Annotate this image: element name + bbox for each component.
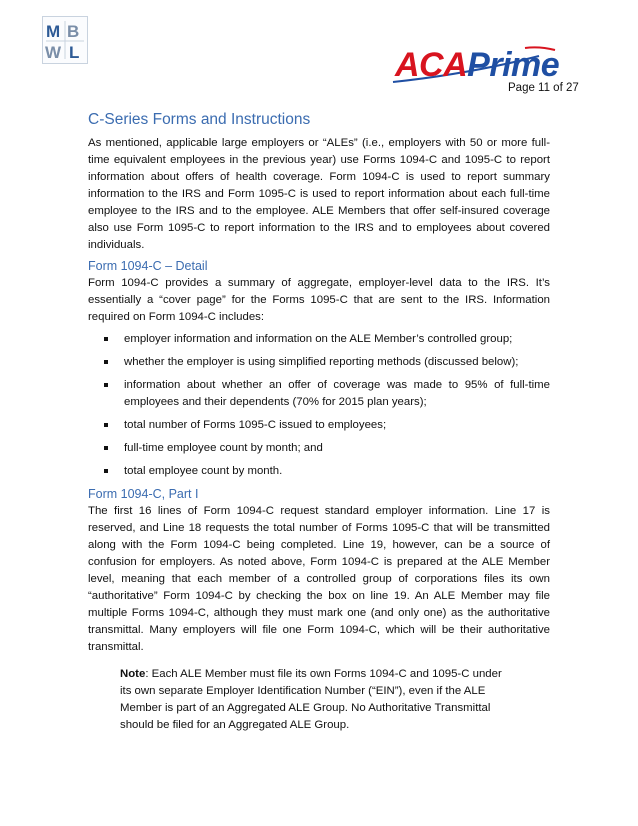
- list-item: [88, 463, 550, 480]
- list-item-text: whether the employer is using simplified reporting methods (discussed below);: [124, 356, 519, 368]
- list-item-text: total number of Forms 1095-C issued to employees;: [124, 419, 387, 431]
- list-item: [88, 377, 550, 411]
- logo-letter-m: M: [46, 22, 61, 41]
- note-text: : Each ALE Member must file its own Forms 1094-C and 1095-C under its own separate Employer Identification Number (“EIN”), even if the ALE Member is part of an Aggregated ALE Group. No Authoritative Transmittal should be filed for an Aggregated ALE Group.: [120, 668, 502, 731]
- list-item: [88, 440, 550, 457]
- acaprime-wordmark: [395, 46, 559, 84]
- intro-paragraph: As mentioned, applicable large employers or “ALEs” (i.e., employers with 50 or more full-time equivalent employees in the previous year) use Forms 1094-C and 1095-C to report information about offers of health coverage. Form 1094-C is used to report summary information to the IRS and Form 1095-C is used to report information about each full-time employee to the IRS and to the employee. ALE Members that offer self-insured coverage also use Form 1095-C to report information to the IRS and to employees about covered individuals.: [88, 137, 550, 251]
- note-block: [120, 666, 508, 734]
- list-item-text: employer information and information on the ALE Member’s controlled group;: [124, 333, 513, 345]
- bullet-icon: [104, 469, 108, 473]
- detail-paragraph: Form 1094-C provides a summary of aggregate, employer-level data to the IRS. It’s essentially a “cover page” for the Forms 1095-C that are sent to the IRS. Information required on Form 1094-C includes:: [88, 277, 550, 323]
- list-item: [88, 354, 550, 371]
- section-title: C-Series Forms and Instructions: [88, 111, 311, 128]
- list-item-text: total employee count by month.: [124, 465, 283, 477]
- detail-heading: Form 1094-C – Detail: [88, 259, 208, 273]
- page-number: Page 11 of 27: [508, 82, 579, 94]
- list-item-text: information about whether an offer of coverage was made to 95% of full-time employees and their dependents (70% for 2015 plan years);: [124, 379, 550, 408]
- logo-prime: Prime: [467, 46, 560, 84]
- bullet-icon: [104, 446, 108, 450]
- logo-letter-b: B: [67, 22, 80, 41]
- part1-heading: Form 1094-C, Part I: [88, 487, 199, 501]
- logo-letter-l: L: [69, 43, 80, 62]
- list-item: [88, 417, 550, 434]
- logo-aca: ACA: [395, 46, 468, 84]
- acaprime-logo: [389, 44, 559, 86]
- bullet-icon: [104, 360, 108, 364]
- part1-paragraph: The first 16 lines of Form 1094-C request standard employer information. Line 17 is reserved, and Line 18 requests the total number of Forms 1095-C that will be transmitted along with the Form 1094-C being completed. Line 19, however, can be a source of confusion for employers. As noted above, Form 1094-C is prepared at the ALE Member level, meaning that each member of a controlled group of corporations files its own “authoritative” Form 1094-C by checking the box on line 19. An ALE Member may file multiple Forms 1094-C, although they must mark one (and only one) as the authoritative transmittal. Many employers will file one Form 1094-C, which will be their authoritative transmittal.: [88, 505, 550, 653]
- bullet-icon: [104, 337, 108, 341]
- list-item-text: full-time employee count by month; and: [124, 442, 323, 454]
- logo-letter-w: W: [45, 43, 62, 62]
- requirements-list: [88, 331, 550, 480]
- note-label: Note: [120, 668, 146, 680]
- list-item: [88, 331, 550, 348]
- mbwl-logo: [42, 16, 88, 64]
- bullet-icon: [104, 423, 108, 427]
- main-content: [88, 110, 550, 734]
- bullet-icon: [104, 383, 108, 387]
